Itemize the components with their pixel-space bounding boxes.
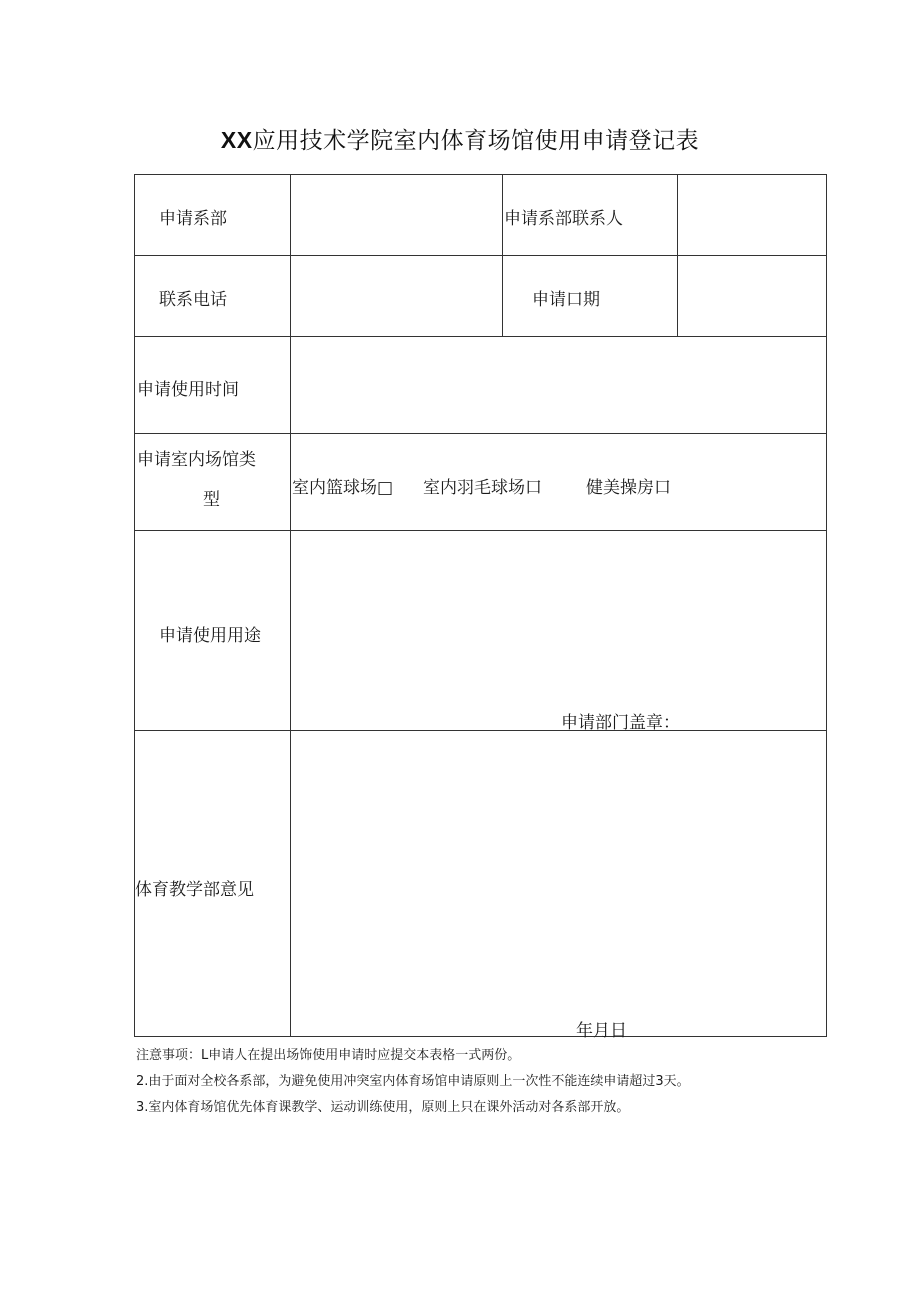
- opinion-label: 体育教学部意见: [135, 880, 254, 900]
- date-label: 申请口期: [532, 290, 600, 310]
- row-divider: [135, 433, 826, 434]
- stamp-label: 申请部门盖章：: [561, 713, 680, 733]
- venue-label-line2: 型: [203, 490, 220, 510]
- row-divider: [135, 730, 826, 731]
- row-divider: [135, 255, 826, 256]
- purpose-label: 申请使用用途: [159, 626, 261, 646]
- title-main: 应用技术学院室内体育场馆使用申请登记表: [252, 128, 700, 154]
- contact-label: 申请系部联系人: [504, 209, 623, 229]
- time-label: 申请使用时间: [137, 380, 239, 400]
- note-3: 3.室内体育场馆优先体育课教学、运动训练使用，原则上只在课外活动对各系部开放。: [136, 1100, 630, 1115]
- venue-option-aerobics[interactable]: 健美操房口: [586, 478, 671, 498]
- venue-label-line1: 申请室内场馆类: [137, 450, 256, 470]
- note-1: 注意事项：L申请人在提出场饰使用申请时应提交本表格一式两份。: [136, 1048, 521, 1063]
- page-title: [0, 122, 920, 155]
- note-2: 2.由于面对全校各系部，为避免使用冲突室内体育场馆申请原则上一次性不能连续申请超过3天。: [136, 1074, 690, 1089]
- venue-option-badminton[interactable]: 室内羽毛球场口: [423, 478, 542, 498]
- column-divider: [677, 175, 678, 336]
- venue-option-basketball[interactable]: 室内篮球场□: [292, 478, 394, 498]
- column-divider: [502, 175, 503, 336]
- opinion-date: 年月日: [576, 1021, 627, 1041]
- notes-section: [136, 1043, 690, 1121]
- row-divider: [135, 336, 826, 337]
- application-form: [134, 174, 827, 1041]
- phone-label: 联系电话: [159, 290, 227, 310]
- row-divider: [135, 530, 826, 531]
- column-divider: [290, 175, 291, 1036]
- title-prefix: XX: [220, 127, 253, 153]
- dept-label: 申请系部: [159, 209, 227, 229]
